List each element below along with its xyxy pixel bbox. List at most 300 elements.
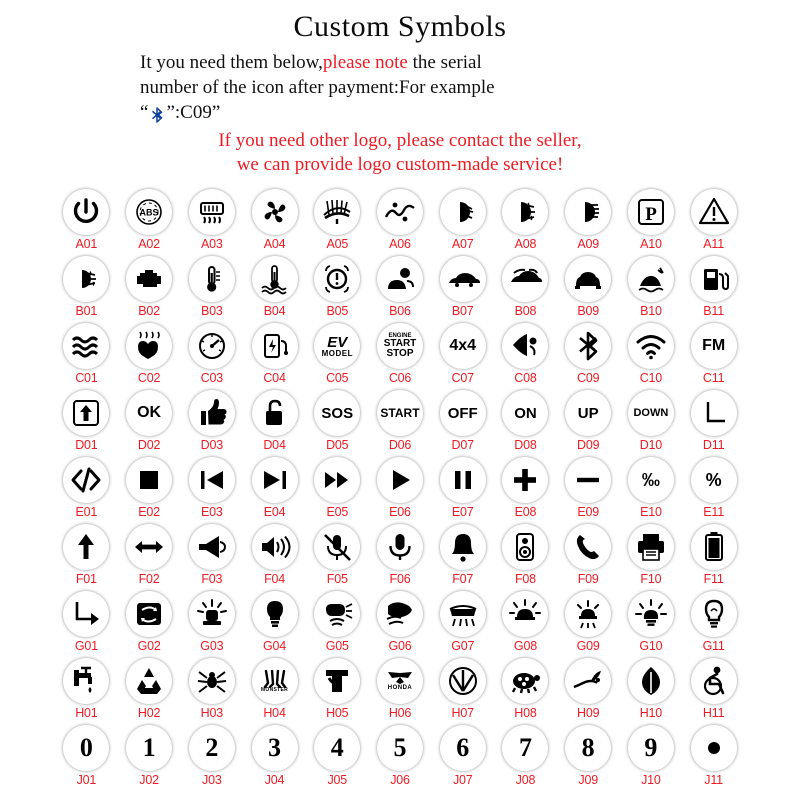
down-icon[interactable]: DOWN	[628, 390, 674, 436]
digit-7-icon[interactable]: 7	[502, 725, 548, 771]
symbol-cell-a02[interactable]	[118, 189, 181, 254]
symbol-code: E11	[703, 505, 724, 519]
symbol-cell-h03[interactable]	[180, 658, 243, 723]
start-stop-icon[interactable]: ENGINE START STOP	[377, 323, 423, 369]
symbol-cell-h06[interactable]	[369, 658, 432, 723]
symbol-code: G03	[200, 639, 224, 653]
symbol-code: F05	[326, 572, 348, 586]
symbol-code: J01	[76, 773, 97, 787]
symbol-code: E08	[514, 505, 537, 519]
symbol-cell-b04[interactable]	[243, 256, 306, 321]
symbol-grid	[55, 189, 745, 790]
symbol-code: H03	[200, 706, 223, 720]
symbol-cell-e03[interactable]	[180, 457, 243, 522]
intro-code-example: ”:C09”	[166, 102, 221, 123]
off-icon[interactable]: OFF	[440, 390, 486, 436]
symbol-cell-j04[interactable]	[243, 725, 306, 790]
camera-flip-icon[interactable]	[126, 591, 172, 637]
symbol-code: E10	[640, 505, 662, 519]
symbol-cell-h01[interactable]	[55, 658, 118, 723]
symbol-code: D04	[263, 438, 286, 452]
symbol-code: D08	[514, 438, 537, 452]
symbol-cell-c06[interactable]	[369, 323, 432, 388]
rabbit-icon[interactable]	[565, 658, 611, 704]
symbol-code: J09	[578, 773, 598, 787]
dot-icon[interactable]	[691, 725, 737, 771]
sos-icon[interactable]: SOS	[314, 390, 360, 436]
symbol-cell-d01[interactable]	[55, 390, 118, 455]
symbol-code: C09	[577, 371, 600, 385]
symbol-cell-a10[interactable]	[620, 189, 683, 254]
symbol-code: J08	[515, 773, 536, 787]
symbol-code: C05	[326, 371, 349, 385]
rear-defrost-icon[interactable]	[189, 189, 235, 235]
symbol-code: B02	[138, 304, 160, 318]
bell-icon[interactable]	[440, 524, 486, 570]
symbol-cell-d11[interactable]	[682, 390, 745, 455]
beacon-light-icon[interactable]	[189, 591, 235, 637]
page-title: Custom Symbols	[293, 10, 507, 43]
symbol-cell-a03[interactable]	[180, 189, 243, 254]
symbol-code: B10	[640, 304, 662, 318]
dome-light-icon[interactable]	[502, 591, 548, 637]
microphone-icon[interactable]	[377, 524, 423, 570]
ok-icon[interactable]: OK	[126, 390, 172, 436]
symbol-cell-c02[interactable]	[118, 323, 181, 388]
symbol-cell-a08[interactable]	[494, 189, 557, 254]
symbol-cell-e05[interactable]	[306, 457, 369, 522]
symbol-code: A02	[138, 237, 160, 251]
coolant-temp-icon[interactable]	[252, 256, 298, 302]
work-light-icon[interactable]	[314, 591, 360, 637]
intro-line-2: number of the icon after payment:For example	[140, 77, 495, 98]
symbol-cell-f10[interactable]	[620, 524, 683, 589]
symbol-cell-j10[interactable]	[620, 725, 683, 790]
seat-heater-icon[interactable]	[63, 323, 109, 369]
symbol-code: F06	[389, 572, 411, 586]
symbol-code: F07	[452, 572, 474, 586]
symbol-cell-d09[interactable]	[557, 390, 620, 455]
symbol-cell-h05[interactable]	[306, 658, 369, 723]
percent-icon[interactable]: %	[691, 457, 737, 503]
symbol-code: C06	[388, 371, 412, 385]
symbol-cell-e11[interactable]	[682, 457, 745, 522]
symbol-cell-h11[interactable]	[682, 658, 745, 723]
symbol-code: A08	[514, 237, 537, 251]
symbol-cell-b09[interactable]	[557, 256, 620, 321]
symbol-code: A04	[263, 237, 286, 251]
intro-quote-open: “	[140, 102, 149, 123]
traction-control-icon[interactable]	[377, 189, 423, 235]
windshield-wiper-icon[interactable]	[314, 189, 360, 235]
symbol-code: H08	[514, 706, 537, 720]
symbol-code: C11	[702, 371, 725, 385]
symbol-code: H05	[326, 706, 349, 720]
digit-4-icon[interactable]: 4	[314, 725, 360, 771]
symbol-code: B07	[451, 304, 474, 318]
symbol-cell-g01[interactable]	[55, 591, 118, 656]
symbol-code: F09	[577, 572, 599, 586]
symbol-cell-f01[interactable]	[55, 524, 118, 589]
hazard-warning-icon[interactable]	[691, 189, 737, 235]
symbol-code: C02	[137, 371, 161, 385]
bluetooth-icon[interactable]	[565, 323, 611, 369]
symbol-cell-c08[interactable]	[494, 323, 557, 388]
roof-light-bar-icon[interactable]	[440, 591, 486, 637]
symbol-cell-h02[interactable]	[118, 658, 181, 723]
seller-note-line-1: If you need other logo, please contact the seller,	[218, 130, 582, 151]
interior-light-icon[interactable]	[565, 591, 611, 637]
power-icon[interactable]	[63, 189, 109, 235]
honda-wing-icon[interactable]: HONDA	[377, 658, 423, 704]
symbol-code: D10	[639, 438, 663, 452]
symbol-cell-f11[interactable]	[682, 524, 745, 589]
symbol-code: H10	[639, 706, 663, 720]
symbol-cell-f09[interactable]	[557, 524, 620, 589]
horn-speaker-icon[interactable]	[502, 323, 548, 369]
symbol-code: E01	[75, 505, 98, 519]
symbol-code: H11	[702, 706, 725, 720]
symbol-cell-e06[interactable]	[369, 457, 432, 522]
symbol-cell-c07[interactable]	[431, 323, 494, 388]
symbol-code: B03	[200, 304, 223, 318]
up-icon[interactable]: UP	[565, 390, 611, 436]
symbol-cell-g05[interactable]	[306, 591, 369, 656]
volume-up-icon[interactable]	[252, 524, 298, 570]
per-mille-icon[interactable]: ‰	[628, 457, 674, 503]
symbol-cell-j02[interactable]	[118, 725, 181, 790]
spot-light-icon[interactable]	[377, 591, 423, 637]
symbol-code: D01	[75, 438, 98, 452]
symbol-cell-e04[interactable]	[243, 457, 306, 522]
symbol-cell-j05[interactable]	[306, 725, 369, 790]
symbol-cell-g04[interactable]	[243, 591, 306, 656]
printer-icon[interactable]	[628, 524, 674, 570]
symbol-code: H07	[451, 706, 474, 720]
symbol-cell-a06[interactable]	[369, 189, 432, 254]
parking-brake-icon[interactable]	[628, 189, 674, 235]
heated-steering-icon[interactable]	[126, 323, 172, 369]
symbol-cell-b01[interactable]	[55, 256, 118, 321]
symbol-cell-c10[interactable]	[620, 323, 683, 388]
fast-forward-icon[interactable]	[314, 457, 360, 503]
symbol-cell-e09[interactable]	[557, 457, 620, 522]
symbol-code: A11	[703, 237, 724, 251]
symbol-code: C10	[639, 371, 663, 385]
symbol-cell-f08[interactable]	[494, 524, 557, 589]
symbol-code: B11	[703, 304, 724, 318]
slippery-road-icon[interactable]	[628, 256, 674, 302]
symbol-code: E07	[451, 505, 474, 519]
symbol-cell-f06[interactable]	[369, 524, 432, 589]
symbol-cell-j03[interactable]	[180, 725, 243, 790]
symbol-code: B01	[75, 304, 98, 318]
symbol-cell-e10[interactable]	[620, 457, 683, 522]
corner-angle-icon[interactable]	[691, 390, 737, 436]
symbol-cell-a05[interactable]	[306, 189, 369, 254]
symbol-code: J03	[202, 773, 222, 787]
symbol-code: E02	[138, 505, 160, 519]
symbol-cell-f04[interactable]	[243, 524, 306, 589]
symbol-cell-b03[interactable]	[180, 256, 243, 321]
symbol-code: G06	[388, 639, 412, 653]
wifi-icon[interactable]	[628, 323, 674, 369]
symbol-code: A03	[200, 237, 223, 251]
fm-radio-icon[interactable]: FM	[691, 323, 737, 369]
symbol-cell-j11[interactable]	[682, 725, 745, 790]
symbol-cell-f07[interactable]	[431, 524, 494, 589]
symbol-cell-j06[interactable]	[369, 725, 432, 790]
water-tap-icon[interactable]	[63, 658, 109, 704]
symbol-cell-h07[interactable]	[431, 658, 494, 723]
symbol-code: A06	[389, 237, 411, 251]
page-root	[0, 10, 800, 810]
digit-6-icon[interactable]: 6	[440, 725, 486, 771]
symbol-cell-h09[interactable]	[557, 658, 620, 723]
spider-icon[interactable]	[189, 658, 235, 704]
symbol-code: C08	[514, 371, 537, 385]
car-side-icon[interactable]	[440, 256, 486, 302]
symbol-cell-b07[interactable]	[431, 256, 494, 321]
symbol-code: C01	[75, 371, 98, 385]
digit-8-icon[interactable]: 8	[565, 725, 611, 771]
symbol-code: F03	[201, 572, 223, 586]
next-track-icon[interactable]	[252, 457, 298, 503]
symbol-cell-a07[interactable]	[431, 189, 494, 254]
digit-9-icon[interactable]: 9	[628, 725, 674, 771]
symbol-code: E06	[389, 505, 411, 519]
symbol-code: J10	[641, 773, 661, 787]
symbol-code: D11	[702, 438, 725, 452]
symbol-cell-d03[interactable]	[180, 390, 243, 455]
symbol-cell-g08[interactable]	[494, 591, 557, 656]
monster-claw-icon[interactable]: MONSTER	[252, 658, 298, 704]
symbol-cell-c04[interactable]	[243, 323, 306, 388]
symbol-code: E03	[200, 505, 223, 519]
temperature-icon[interactable]	[189, 256, 235, 302]
eject-boxed-icon[interactable]	[63, 390, 109, 436]
digit-3-icon[interactable]: 3	[252, 725, 298, 771]
mic-mute-icon[interactable]	[314, 524, 360, 570]
plus-icon[interactable]	[502, 457, 548, 503]
digit-5-icon[interactable]: 5	[377, 725, 423, 771]
symbol-code: G11	[702, 639, 725, 653]
start-icon[interactable]: START	[377, 390, 423, 436]
pause-icon[interactable]	[440, 457, 486, 503]
battery-icon[interactable]	[691, 524, 737, 570]
light-bulb-icon[interactable]	[252, 591, 298, 637]
symbol-cell-b11[interactable]	[682, 256, 745, 321]
symbol-cell-e02[interactable]	[118, 457, 181, 522]
symbol-code: D02	[137, 438, 161, 452]
symbol-cell-a11[interactable]	[682, 189, 745, 254]
symbol-cell-b08[interactable]	[494, 256, 557, 321]
symbol-code: J05	[327, 773, 348, 787]
horn-icon[interactable]	[189, 524, 235, 570]
symbol-code: C04	[263, 371, 286, 385]
symbol-cell-b10[interactable]	[620, 256, 683, 321]
symbol-code: A07	[451, 237, 474, 251]
ev-charge-icon[interactable]	[252, 323, 298, 369]
turtle-icon[interactable]	[502, 658, 548, 704]
arrow-up-icon[interactable]	[63, 524, 109, 570]
symbol-code: E04	[263, 505, 286, 519]
low-beam-icon[interactable]	[440, 189, 486, 235]
symbol-code: H06	[388, 706, 412, 720]
symbol-cell-g06[interactable]	[369, 591, 432, 656]
symbol-code: G01	[74, 639, 98, 653]
symbol-cell-e01[interactable]	[55, 457, 118, 522]
symbol-cell-d05[interactable]	[306, 390, 369, 455]
symbol-code: G05	[325, 639, 349, 653]
symbol-cell-j07[interactable]	[431, 725, 494, 790]
gauge-icon[interactable]	[189, 323, 235, 369]
symbol-code: F10	[640, 572, 662, 586]
speaker-icon[interactable]	[502, 524, 548, 570]
symbol-cell-b05[interactable]	[306, 256, 369, 321]
fan-icon[interactable]	[252, 189, 298, 235]
symbol-cell-g02[interactable]	[118, 591, 181, 656]
symbol-code: F02	[138, 572, 160, 586]
symbol-code: G02	[137, 639, 161, 653]
symbol-cell-d10[interactable]	[620, 390, 683, 455]
symbol-cell-g11[interactable]	[682, 591, 745, 656]
seller-note	[130, 129, 670, 177]
symbol-code: D05	[326, 438, 349, 452]
symbol-cell-a01[interactable]	[55, 189, 118, 254]
symbol-code: B08	[514, 304, 537, 318]
play-icon[interactable]	[377, 457, 423, 503]
code-brackets-icon[interactable]	[63, 457, 109, 503]
symbol-code: D06	[388, 438, 412, 452]
abs-icon[interactable]	[126, 189, 172, 235]
symbol-code: G10	[639, 639, 663, 653]
symbol-cell-f03[interactable]	[180, 524, 243, 589]
recycle-icon[interactable]	[126, 658, 172, 704]
lamp-rays-icon[interactable]	[628, 591, 674, 637]
symbol-code: B06	[389, 304, 411, 318]
high-beam-icon[interactable]	[565, 189, 611, 235]
symbol-cell-f05[interactable]	[306, 524, 369, 589]
symbol-cell-d04[interactable]	[243, 390, 306, 455]
symbol-cell-d02[interactable]	[118, 390, 181, 455]
on-icon[interactable]: ON	[502, 390, 548, 436]
symbol-cell-b06[interactable]	[369, 256, 432, 321]
symbol-cell-g10[interactable]	[620, 591, 683, 656]
digit-2-icon[interactable]: 2	[189, 725, 235, 771]
symbol-code: H01	[75, 706, 98, 720]
wheelchair-icon[interactable]	[691, 658, 737, 704]
symbol-cell-c11[interactable]	[682, 323, 745, 388]
svg-text:P: P	[645, 204, 657, 225]
airbag-icon[interactable]	[377, 256, 423, 302]
leaf-eco-icon[interactable]	[628, 658, 674, 704]
symbol-cell-c09[interactable]	[557, 323, 620, 388]
symbol-code: G08	[513, 639, 537, 653]
yamaha-tuning-fork-icon[interactable]	[440, 658, 486, 704]
symbol-cell-c05[interactable]	[306, 323, 369, 388]
symbol-code: J06	[390, 773, 410, 787]
symbol-cell-d07[interactable]	[431, 390, 494, 455]
symbol-cell-f02[interactable]	[118, 524, 181, 589]
symbol-code: F11	[703, 572, 724, 586]
symbol-cell-a04[interactable]	[243, 189, 306, 254]
symbol-code: A10	[640, 237, 662, 251]
symbol-cell-h08[interactable]	[494, 658, 557, 723]
digit-0-icon[interactable]: 0	[63, 725, 109, 771]
four-wheel-drive-icon[interactable]: 4x4	[440, 323, 486, 369]
engine-check-icon[interactable]	[126, 256, 172, 302]
digit-1-icon[interactable]: 1	[126, 725, 172, 771]
symbol-cell-c03[interactable]	[180, 323, 243, 388]
symbol-code: A01	[75, 237, 98, 251]
fog-light-front-icon[interactable]	[63, 256, 109, 302]
fuel-pump-icon[interactable]	[691, 256, 737, 302]
symbol-code: D09	[577, 438, 600, 452]
car-hood-icon[interactable]	[502, 256, 548, 302]
symbol-cell-e08[interactable]	[494, 457, 557, 522]
symbol-cell-h04[interactable]	[243, 658, 306, 723]
symbol-code: J07	[452, 773, 473, 787]
warning-exclaim-icon[interactable]	[314, 256, 360, 302]
symbol-code: A05	[326, 237, 349, 251]
symbol-cell-e07[interactable]	[431, 457, 494, 522]
seller-note-line-2: we can provide logo custom-made service!	[236, 154, 564, 175]
symbol-cell-c01[interactable]	[55, 323, 118, 388]
symbol-cell-h10[interactable]	[620, 658, 683, 723]
symbol-code: J11	[704, 773, 723, 787]
symbol-code: F01	[75, 572, 97, 586]
symbol-code: E09	[577, 505, 599, 519]
symbol-code: B04	[263, 304, 286, 318]
phone-handset-icon[interactable]	[565, 524, 611, 570]
svg-text:ABS: ABS	[139, 207, 159, 218]
symbol-cell-g03[interactable]	[180, 591, 243, 656]
punisher-skull-icon[interactable]	[314, 658, 360, 704]
bluetooth-icon	[150, 105, 164, 121]
symbol-cell-a09[interactable]	[557, 189, 620, 254]
enter-arrow-icon[interactable]	[63, 591, 109, 637]
symbol-code: J02	[139, 773, 159, 787]
intro-line-1-highlight: please note	[322, 52, 408, 73]
symbol-cell-j08[interactable]	[494, 725, 557, 790]
intro-line-1	[140, 50, 660, 75]
symbol-code: H04	[263, 706, 286, 720]
symbol-code: B05	[326, 304, 349, 318]
symbol-code: C07	[451, 371, 474, 385]
symbol-cell-b02[interactable]	[118, 256, 181, 321]
symbol-cell-d08[interactable]	[494, 390, 557, 455]
symbol-cell-g07[interactable]	[431, 591, 494, 656]
symbol-code: G09	[576, 639, 600, 653]
minus-icon[interactable]	[565, 457, 611, 503]
ev-model-icon[interactable]: EV MODEL	[314, 323, 360, 369]
symbol-code: F08	[514, 572, 536, 586]
fog-light-rear-icon[interactable]	[502, 189, 548, 235]
symbol-cell-g09[interactable]	[557, 591, 620, 656]
thumbs-up-icon[interactable]	[189, 390, 235, 436]
car-front-icon[interactable]	[565, 256, 611, 302]
symbol-cell-d06[interactable]	[369, 390, 432, 455]
bulb-filament-icon[interactable]	[691, 591, 737, 637]
unlock-icon[interactable]	[252, 390, 298, 436]
symbol-code: B09	[577, 304, 599, 318]
stop-square-icon[interactable]	[126, 457, 172, 503]
arrow-left-right-icon[interactable]	[126, 524, 172, 570]
symbol-cell-j09[interactable]	[557, 725, 620, 790]
symbol-cell-j01[interactable]	[55, 725, 118, 790]
previous-track-icon[interactable]	[189, 457, 235, 503]
